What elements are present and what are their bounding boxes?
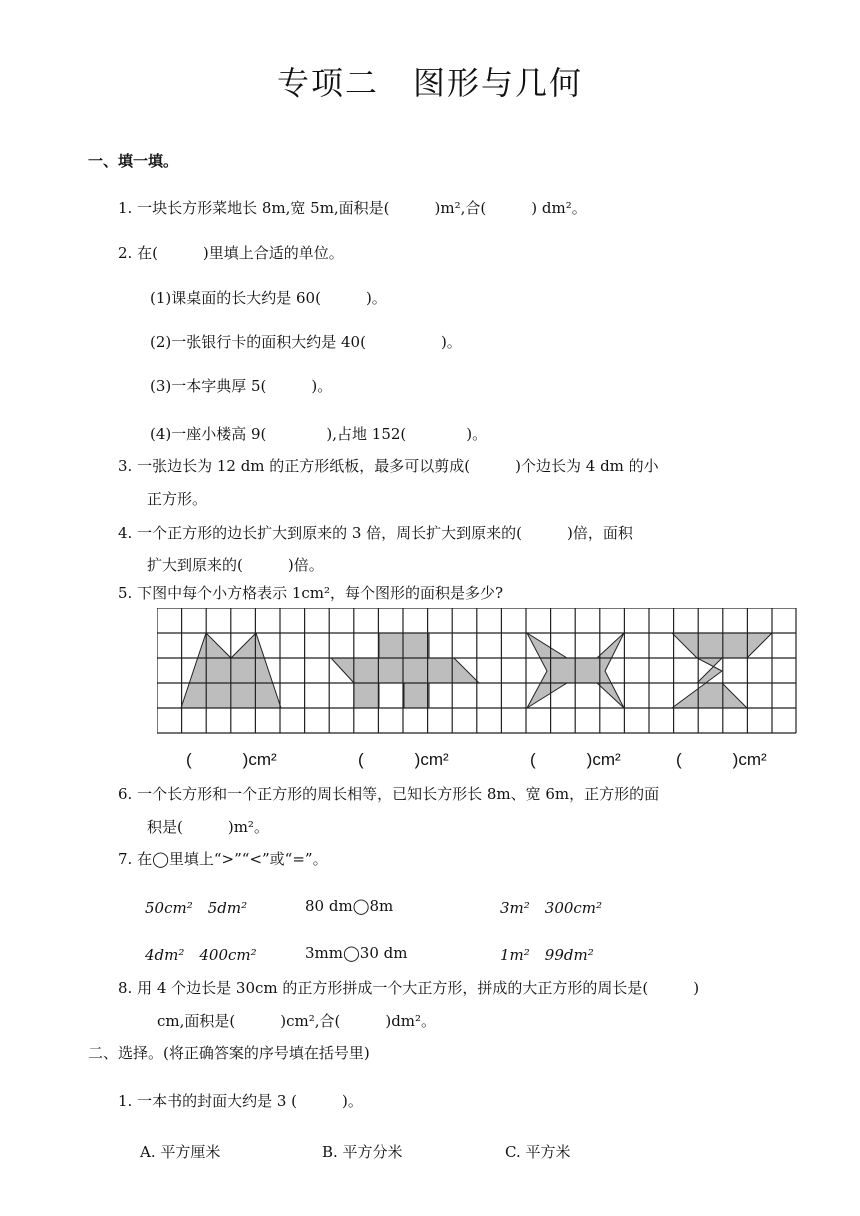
question-4-line-2: 扩大到原来的( )倍。 bbox=[147, 556, 324, 574]
compare-item-3: 3m² 300cm² bbox=[500, 899, 603, 917]
question-7: 7. 在◯里填上“>”“<”或“=”。 bbox=[118, 850, 328, 868]
compare-item-1: 50cm² 5dm² bbox=[145, 899, 248, 917]
option-c: C. 平方米 bbox=[505, 1143, 571, 1161]
area-grid-figure bbox=[157, 608, 797, 734]
question-2-2: (2)一张银行卡的面积大约是 40( )。 bbox=[150, 333, 462, 351]
q5-answer-4: ( )cm² bbox=[676, 750, 767, 769]
question-3-line-1: 3. 一张边长为 12 dm 的正方形纸板，最多可以剪成( )个边长为 4 dm 的小 bbox=[118, 457, 659, 475]
compare-item-2: 80 dm◯8m bbox=[305, 897, 394, 915]
question-2-1: (1)课桌面的长大约是 60( )。 bbox=[150, 289, 387, 307]
option-a: A. 平方厘米 bbox=[140, 1143, 221, 1161]
section-1-heading: 一、填一填。 bbox=[88, 152, 179, 170]
compare-item-6: 1m² 99dm² bbox=[500, 946, 594, 964]
question-6-line-2: 积是( )m²。 bbox=[147, 818, 269, 836]
choice-question-1: 1. 一本书的封面大约是 3 ( )。 bbox=[118, 1092, 363, 1110]
question-8-line-1: 8. 用 4 个边长是 30cm 的正方形拼成一个大正方形，拼成的大正方形的周长是( ) bbox=[118, 979, 700, 997]
compare-item-4: 4dm² 400cm² bbox=[145, 946, 257, 964]
compare-item-5: 3mm◯30 dm bbox=[305, 944, 408, 962]
question-1: 1. 一块长方形菜地长 8m,宽 5m,面积是( )m²,合( ) dm²。 bbox=[118, 199, 587, 217]
question-2-3: (3)一本字典厚 5( )。 bbox=[150, 377, 333, 395]
page-title: 专项二 图形与几何 bbox=[276, 64, 583, 102]
question-2: 2. 在( )里填上合适的单位。 bbox=[118, 244, 344, 262]
question-4-line-1: 4. 一个正方形的边长扩大到原来的 3 倍，周长扩大到原来的( )倍，面积 bbox=[118, 524, 633, 542]
question-3-line-2: 正方形。 bbox=[147, 490, 208, 508]
section-2-heading: 二、选择。(将正确答案的序号填在括号里) bbox=[88, 1044, 370, 1062]
q5-answer-3: ( )cm² bbox=[530, 750, 621, 769]
question-2-4: (4)一座小楼高 9( ),占地 152( )。 bbox=[150, 425, 488, 443]
question-5: 5. 下图中每个小方格表示 1cm²，每个图形的面积是多少? bbox=[118, 584, 504, 602]
question-8-line-2: cm,面积是( )cm²,合( )dm²。 bbox=[157, 1012, 437, 1030]
q5-answer-1: ( )cm² bbox=[186, 750, 277, 769]
question-6-line-1: 6. 一个长方形和一个正方形的周长相等，已知长方形长 8m、宽 6m，正方形的面 bbox=[118, 785, 660, 803]
shape-4 bbox=[672, 633, 772, 708]
q5-answer-2: ( )cm² bbox=[358, 750, 449, 769]
option-b: B. 平方分米 bbox=[322, 1143, 403, 1161]
